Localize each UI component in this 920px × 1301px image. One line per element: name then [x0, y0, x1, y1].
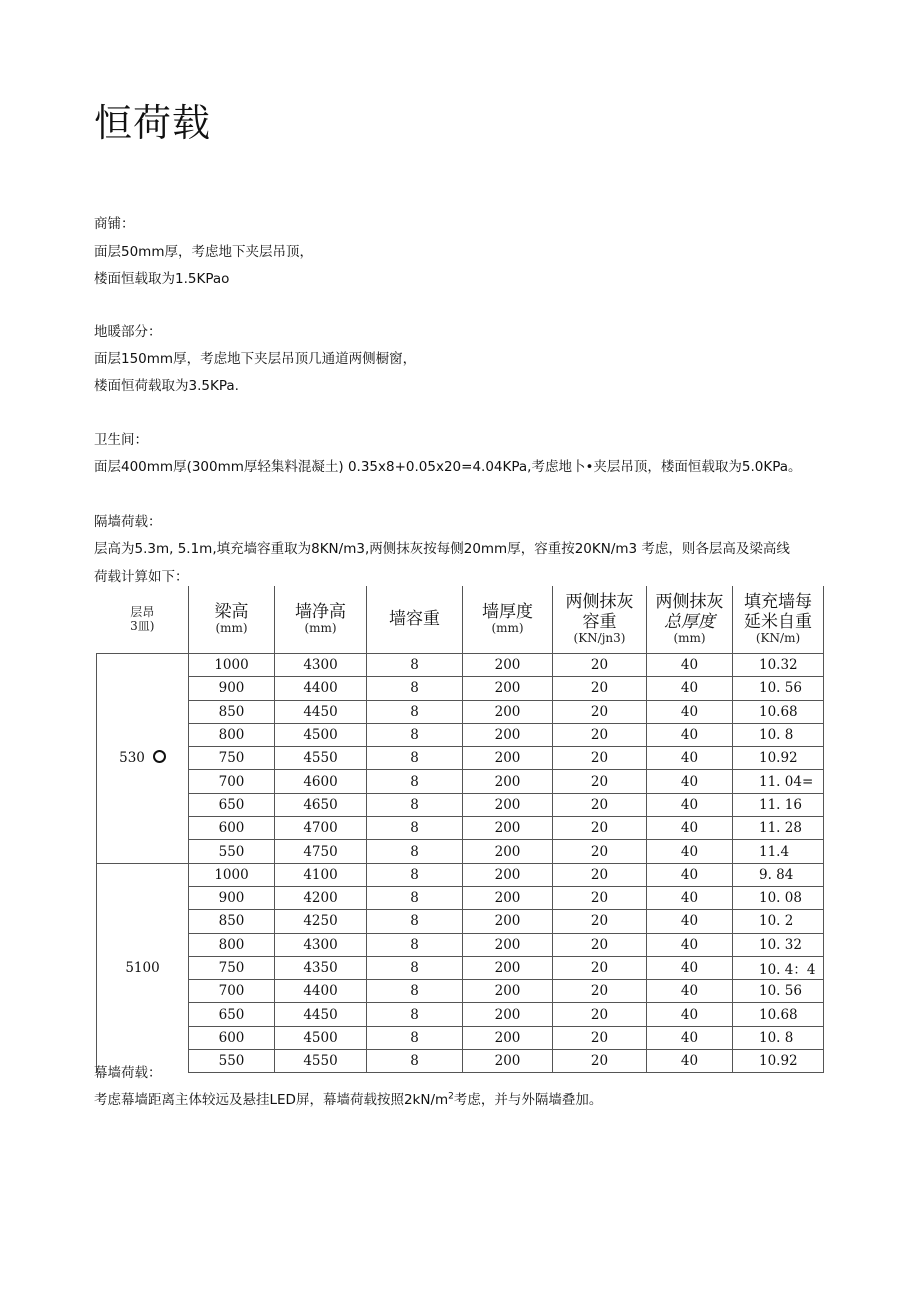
plaster-thickness-cell: 40	[647, 840, 733, 863]
plaster-thickness-cell: 40	[647, 793, 733, 816]
table-row	[97, 793, 824, 816]
plaster-thickness-cell: 40	[647, 886, 733, 909]
net-height-cell: 4300	[275, 933, 367, 956]
plaster-thickness-cell: 40	[647, 863, 733, 886]
floor-heating-heading: 地暖部分：	[94, 324, 162, 340]
plaster-thickness-cell: 40	[647, 817, 733, 840]
wall-thickness-cell: 200	[463, 1050, 553, 1073]
table-row	[97, 1050, 824, 1073]
beam-height-cell: 1000	[189, 863, 275, 886]
circle-mark-icon	[153, 750, 166, 763]
plaster-density-cell: 20	[553, 654, 647, 677]
wall-density-cell: 8	[367, 817, 463, 840]
self-weight-cell: 10. 2	[733, 910, 824, 933]
wall-density-cell: 8	[367, 723, 463, 746]
self-weight-cell: 10.32	[733, 654, 824, 677]
beam-height-cell: 800	[189, 933, 275, 956]
bathroom-heading: 卫生间：	[94, 432, 148, 448]
header-floor-height: 层昂 3皿)	[130, 604, 155, 633]
net-height-cell: 4450	[275, 700, 367, 723]
plaster-density-cell: 20	[553, 956, 647, 979]
table-row	[97, 933, 824, 956]
self-weight-cell: 10. 8	[733, 723, 824, 746]
net-height-cell: 4700	[275, 817, 367, 840]
plaster-density-cell: 20	[553, 1003, 647, 1026]
beam-height-cell: 750	[189, 747, 275, 770]
header-plaster-thickness: 两侧抹灰 总厚度 (mm)	[647, 586, 733, 654]
floor-height-label: 530	[119, 750, 145, 767]
wall-thickness-cell: 200	[463, 770, 553, 793]
beam-height-cell: 700	[189, 980, 275, 1003]
table-row	[97, 654, 824, 677]
net-height-cell: 4400	[275, 980, 367, 1003]
self-weight-cell: 10. 8	[733, 1026, 824, 1049]
wall-thickness-cell: 200	[463, 840, 553, 863]
table-header-row	[97, 586, 824, 654]
plaster-density-cell: 20	[553, 980, 647, 1003]
wall-thickness-cell: 200	[463, 817, 553, 840]
net-height-cell: 4100	[275, 863, 367, 886]
plaster-thickness-cell: 40	[647, 980, 733, 1003]
wall-density-cell: 8	[367, 677, 463, 700]
plaster-thickness-cell: 40	[647, 910, 733, 933]
net-height-cell: 4550	[275, 747, 367, 770]
plaster-thickness-cell: 40	[647, 723, 733, 746]
wall-density-cell: 8	[367, 980, 463, 1003]
self-weight-cell: 11. 16	[733, 793, 824, 816]
bathroom-line-1: 面层400mm厚(300mm厚轻集料混凝土) 0.35x8+0.05x20=4.04KPa,考虑地卜•夹层吊顶，楼面恒载取为5.0KPa。	[94, 459, 802, 475]
wall-thickness-cell: 200	[463, 956, 553, 979]
plaster-density-cell: 20	[553, 886, 647, 909]
plaster-thickness-cell: 40	[647, 956, 733, 979]
plaster-thickness-cell: 40	[647, 700, 733, 723]
partition-line-1: 层高为5.3m, 5.1m,填充墙容重取为8KN/m3,两侧抹灰按每侧20mm厚，容重按20KN/m3 考虑，则各层高及梁高线	[94, 541, 790, 557]
self-weight-cell: 10.92	[733, 1050, 824, 1073]
wall-thickness-cell: 200	[463, 700, 553, 723]
beam-height-cell: 700	[189, 770, 275, 793]
header-net-wall-height: 墙净高 (mm)	[275, 586, 367, 654]
shop-line-2: 楼面恒载取为1.5KPao	[94, 271, 230, 287]
beam-height-cell: 650	[189, 1003, 275, 1026]
plaster-density-cell: 20	[553, 747, 647, 770]
net-height-cell: 4500	[275, 1026, 367, 1049]
table-row	[97, 723, 824, 746]
floor-height-cell	[97, 863, 189, 1073]
wall-load-table	[96, 586, 824, 1073]
wall-density-cell: 8	[367, 793, 463, 816]
beam-height-cell: 550	[189, 840, 275, 863]
wall-thickness-cell: 200	[463, 654, 553, 677]
net-height-cell: 4200	[275, 886, 367, 909]
floor-height-cell	[97, 654, 189, 864]
wall-thickness-cell: 200	[463, 793, 553, 816]
table-row	[97, 840, 824, 863]
wall-density-cell: 8	[367, 1026, 463, 1049]
beam-height-cell: 600	[189, 817, 275, 840]
header-plaster-density: 两侧抹灰 容重 (KN/jn3)	[553, 586, 647, 654]
net-height-cell: 4250	[275, 910, 367, 933]
partition-line-2: 荷载计算如下：	[94, 569, 189, 585]
net-height-cell: 4450	[275, 1003, 367, 1026]
table-row	[97, 886, 824, 909]
table-row	[97, 770, 824, 793]
self-weight-cell: 10. 32	[733, 933, 824, 956]
net-height-cell: 4400	[275, 677, 367, 700]
beam-height-cell: 900	[189, 677, 275, 700]
net-height-cell: 4650	[275, 793, 367, 816]
self-weight-cell: 10.68	[733, 700, 824, 723]
table-row	[97, 980, 824, 1003]
table-row	[97, 747, 824, 770]
net-height-cell: 4550	[275, 1050, 367, 1073]
wall-thickness-cell: 200	[463, 863, 553, 886]
plaster-thickness-cell: 40	[647, 1003, 733, 1026]
table-row	[97, 910, 824, 933]
partition-heading: 隔墙荷载：	[94, 514, 162, 530]
table-row	[97, 956, 824, 979]
table-row	[97, 1026, 824, 1049]
net-height-cell: 4750	[275, 840, 367, 863]
net-height-cell: 4350	[275, 956, 367, 979]
wall-thickness-cell: 200	[463, 747, 553, 770]
plaster-thickness-cell: 40	[647, 1050, 733, 1073]
beam-height-cell: 750	[189, 956, 275, 979]
self-weight-cell: 10.92	[733, 747, 824, 770]
self-weight-cell: 11. 04=	[733, 770, 824, 793]
plaster-thickness-cell: 40	[647, 677, 733, 700]
beam-height-cell: 650	[189, 793, 275, 816]
net-height-cell: 4500	[275, 723, 367, 746]
beam-height-cell: 600	[189, 1026, 275, 1049]
beam-height-cell: 550	[189, 1050, 275, 1073]
wall-density-cell: 8	[367, 863, 463, 886]
plaster-density-cell: 20	[553, 1050, 647, 1073]
plaster-thickness-cell: 40	[647, 654, 733, 677]
curtain-heading: 幕墙荷载：	[94, 1065, 162, 1081]
wall-density-cell: 8	[367, 1003, 463, 1026]
table-row	[97, 677, 824, 700]
plaster-density-cell: 20	[553, 677, 647, 700]
wall-density-cell: 8	[367, 747, 463, 770]
plaster-density-cell: 20	[553, 1026, 647, 1049]
plaster-thickness-cell: 40	[647, 747, 733, 770]
header-beam-height: 梁高 (mm)	[189, 586, 275, 654]
plaster-density-cell: 20	[553, 793, 647, 816]
floor-height-label: 5100	[125, 960, 160, 977]
plaster-thickness-cell: 40	[647, 1026, 733, 1049]
shop-heading: 商铺：	[94, 216, 135, 232]
beam-height-cell: 850	[189, 700, 275, 723]
self-weight-cell: 11.4	[733, 840, 824, 863]
curtain-line-1: 考虑幕墙距离主体较远及悬挂LED屏，幕墙荷载按照$2kN/m^2$考虑，并与外隔墙叠加。	[94, 1091, 603, 1108]
beam-height-cell: 1000	[189, 654, 275, 677]
header-wall-thickness: 墙厚度 (mm)	[463, 586, 553, 654]
net-height-cell: 4600	[275, 770, 367, 793]
plaster-density-cell: 20	[553, 700, 647, 723]
self-weight-cell: 9. 84	[733, 863, 824, 886]
wall-density-cell: 8	[367, 886, 463, 909]
wall-density-cell: 8	[367, 956, 463, 979]
wall-density-cell: 8	[367, 700, 463, 723]
table-row	[97, 817, 824, 840]
wall-density-cell: 8	[367, 933, 463, 956]
wall-thickness-cell: 200	[463, 933, 553, 956]
plaster-thickness-cell: 40	[647, 933, 733, 956]
wall-thickness-cell: 200	[463, 886, 553, 909]
wall-thickness-cell: 200	[463, 723, 553, 746]
wall-thickness-cell: 200	[463, 1003, 553, 1026]
plaster-density-cell: 20	[553, 863, 647, 886]
header-self-weight: 填充墙每 延米自重 (KN/m)	[733, 586, 824, 654]
self-weight-cell: 10. 56	[733, 980, 824, 1003]
beam-height-cell: 900	[189, 886, 275, 909]
floor-heating-line-2: 楼面恒荷载取为3.5KPa.	[94, 378, 239, 394]
beam-height-cell: 850	[189, 910, 275, 933]
table-row	[97, 700, 824, 723]
header-wall-density: 墙容重	[367, 586, 463, 654]
plaster-density-cell: 20	[553, 910, 647, 933]
plaster-density-cell: 20	[553, 723, 647, 746]
net-height-cell: 4300	[275, 654, 367, 677]
self-weight-cell: 10. 4：4	[733, 956, 824, 979]
wall-thickness-cell: 200	[463, 677, 553, 700]
wall-density-cell: 8	[367, 1050, 463, 1073]
beam-height-cell: 800	[189, 723, 275, 746]
wall-density-cell: 8	[367, 840, 463, 863]
shop-line-1: 面层50mm厚，考虑地下夹层吊顶，	[94, 244, 313, 260]
wall-density-cell: 8	[367, 910, 463, 933]
plaster-density-cell: 20	[553, 817, 647, 840]
table-row	[97, 863, 824, 886]
page-title: 恒荷载	[94, 101, 212, 145]
wall-thickness-cell: 200	[463, 910, 553, 933]
floor-heating-line-1: 面层150mm厚，考虑地下夹层吊顶几通道两侧橱窗，	[94, 351, 417, 367]
table-row	[97, 1003, 824, 1026]
self-weight-cell: 10.68	[733, 1003, 824, 1026]
wall-thickness-cell: 200	[463, 980, 553, 1003]
plaster-density-cell: 20	[553, 840, 647, 863]
plaster-density-cell: 20	[553, 770, 647, 793]
plaster-thickness-cell: 40	[647, 770, 733, 793]
wall-thickness-cell: 200	[463, 1026, 553, 1049]
plaster-density-cell: 20	[553, 933, 647, 956]
wall-density-cell: 8	[367, 770, 463, 793]
self-weight-cell: 10. 56	[733, 677, 824, 700]
wall-density-cell: 8	[367, 654, 463, 677]
self-weight-cell: 10. 08	[733, 886, 824, 909]
self-weight-cell: 11. 28	[733, 817, 824, 840]
